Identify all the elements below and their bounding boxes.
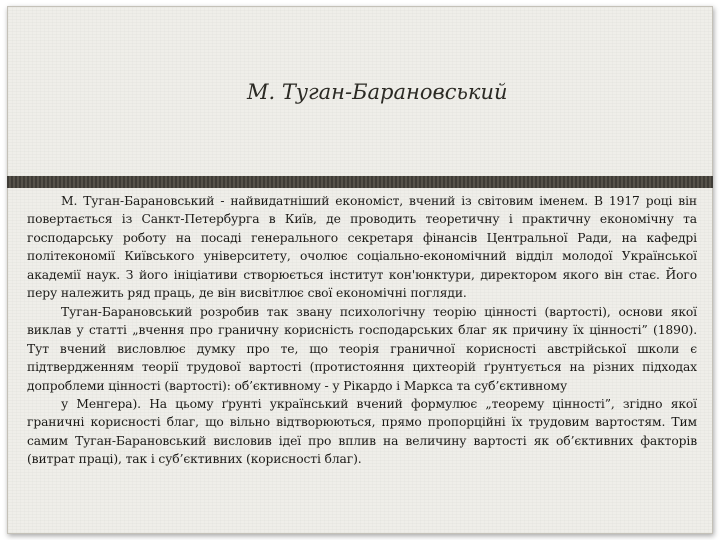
slide-title: М. Туган-Барановський bbox=[247, 80, 508, 104]
title-divider bbox=[7, 176, 713, 188]
paragraph-1: М. Туган-Барановський - найвидатніший економіст, вчений із світовим іменем. В 1917 році він повертається із Санкт-Петербурга в Київ, де проводить теоретичну і практичну економічну та господарську роботу на посаді генерального секретаря фінансів Центральної Ради, на кафедрі політекономії Київського університету, очолює соціально-економічний відділ молодої Української академії наук. З його ініціативи створюється інститут кон'юнктури, директором якого він стає. Його перу належить ряд праць, де він висвітлює свої економічні погляди. bbox=[27, 194, 697, 301]
paragraph-3: у Менгера). На цьому ґрунті український вчений формулює „теорему цінності”, згідно якої граничні корисності благ, що вільно відтворюються, прямо пропорційні їх трудовим вартостям. Тим самим Туган-Барановський висловив ідеї про вплив на величину вартості як об’єктивних факторів (витрат праці), так і суб’єктивних (корисності благ). bbox=[27, 396, 697, 467]
title-area bbox=[7, 0, 713, 190]
body-text bbox=[27, 192, 697, 469]
paragraph-2: Туган-Барановський розробив так звану психологічну теорію цінності (вартості), основи якої виклав у статті „вчення про граничну корисність господарських благ як причину їх цінності” (1890). Тут вчений висловлює думку про те, що теорія граничної корисності австрійської школи є підтвердженням теорії трудової вартості (протистояння цихтеорій ґрунтується на різних підходах допроблеми цінності (вартості): об’єктивному - у Рікардо і Маркса та суб’єктивному bbox=[27, 304, 697, 393]
